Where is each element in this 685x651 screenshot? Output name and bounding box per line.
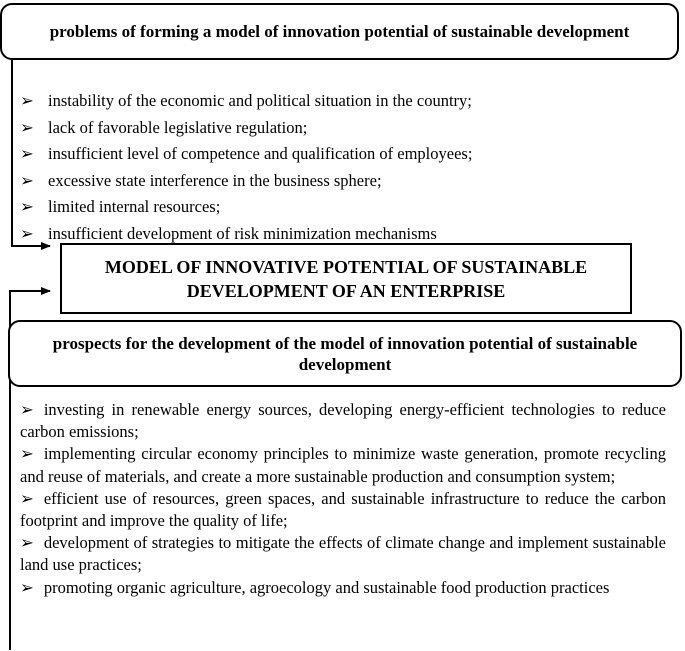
list-item-text: limited internal resources; <box>48 197 221 217</box>
arrow-bullet-icon: ➢ <box>20 117 34 137</box>
list-item-text: instability of the economic and political situation in the country; <box>48 91 472 110</box>
model-title: MODEL OF INNOVATIVE POTENTIAL OF SUSTAINABLE DEVELOPMENT OF AN ENTERPRISE <box>104 256 588 301</box>
arrow-bullet-icon: ➢ <box>20 444 34 464</box>
list-item-text: insufficient development of risk minimization mechanisms <box>48 223 437 243</box>
list-item-text: promoting organic agriculture, agroecology and sustainable food production practices <box>43 577 610 597</box>
list-item <box>20 577 666 599</box>
problems-header-title: problems of forming a model of innovation potential of sustainable development <box>49 22 630 41</box>
list-item <box>20 532 666 576</box>
list-item-text: development of strategies to mitigate the effects of climate change and implement sustainable land use practices; <box>20 533 666 575</box>
list-item-text: efficient use of resources, green spaces, and sustainable infrastructure to reduce the carbon footprint and improve the quality of life; <box>20 488 666 531</box>
list-item <box>20 443 666 487</box>
list-item <box>20 168 670 195</box>
list-item <box>20 141 670 168</box>
list-item <box>20 194 670 221</box>
arrow-bullet-icon: ➢ <box>20 488 34 508</box>
prospects-header-box <box>8 320 682 387</box>
list-item <box>20 488 666 532</box>
arrow-bullet-icon: ➢ <box>20 577 34 597</box>
arrow-bullet-icon: ➢ <box>20 533 34 553</box>
list-item-text: implementing circular economy principles to minimize waste generation, promote recycling and reuse of materials, and create a more sustainable production and consumption system; <box>20 444 666 486</box>
arrow-bullet-icon: ➢ <box>20 144 34 164</box>
problems-header-box <box>0 3 679 60</box>
list-item-text: excessive state interference in the business sphere; <box>48 170 382 190</box>
list-item <box>20 88 670 115</box>
prospects-list <box>20 399 666 599</box>
list-item-text: investing in renewable energy sources, developing energy-efficient technologies to reduce carbon emissions; <box>20 400 666 442</box>
prospects-header-title: prospects for the development of the model of innovation potential of sustainable development <box>52 333 638 374</box>
arrow-bullet-icon: ➢ <box>20 197 34 217</box>
arrow-bullet-icon: ➢ <box>20 223 34 243</box>
list-item <box>20 115 670 142</box>
list-item <box>20 399 666 443</box>
problems-list <box>20 88 670 248</box>
arrow-bullet-icon: ➢ <box>20 400 34 419</box>
arrow-bullet-icon: ➢ <box>20 91 34 110</box>
list-item-text: lack of favorable legislative regulation; <box>48 117 308 137</box>
list-item-text: insufficient level of competence and qualification of employees; <box>48 144 473 164</box>
arrow-bullet-icon: ➢ <box>20 170 34 190</box>
model-box <box>60 243 632 314</box>
